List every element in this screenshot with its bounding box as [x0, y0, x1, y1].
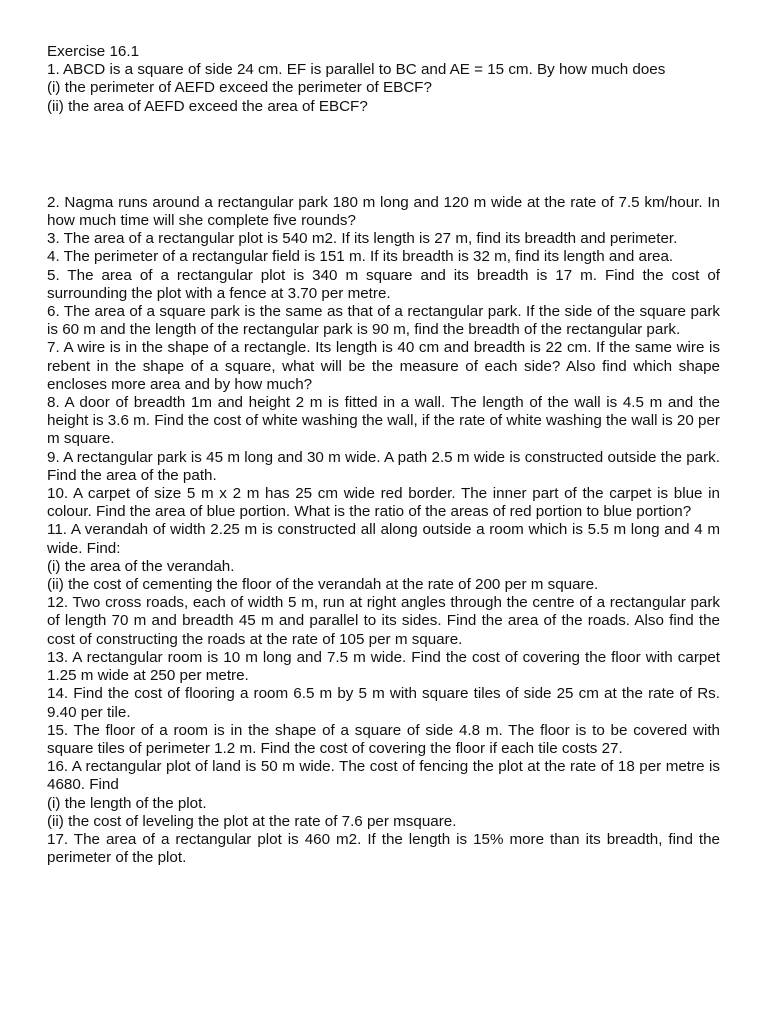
question-6: 6. The area of a square park is the same as that of a rectangular park. If the side of the square park is 60 m and the length of the rectangular park is 90 m, find the breadth of the rectangular park.	[47, 303, 720, 339]
question-13: 13. A rectangular room is 10 m long and 7.5 m wide. Find the cost of covering the floor with carpet 1.25 m wide at 250 per metre.	[47, 648, 720, 685]
question-16-part-ii: (ii) the cost of leveling the plot at the rate of 7.6 per msquare.	[47, 812, 457, 830]
question-5: 5. The area of a rectangular plot is 340 m square and its breadth is 17 m. Find the cost of surrounding the plot with a fence at 3.70 per metre.	[47, 266, 720, 302]
question-11-part-i: (i) the area of the verandah.	[47, 557, 235, 575]
question-1-part-ii: (ii) the area of AEFD exceed the area of EBCF?	[47, 97, 368, 115]
question-11: 11. A verandah of width 2.25 m is constructed all along outside a room which is 5.5 m long and 4 m wide. Find:	[47, 521, 720, 557]
question-14: 14. Find the cost of flooring a room 6.5 m by 5 m with square tiles of side 25 cm at the rate of Rs. 9.40 per tile.	[47, 685, 720, 721]
question-12: 12. Two cross roads, each of width 5 m, run at right angles through the centre of a rectangular park of length 70 m and breadth 45 m and parallel to its sides. Find the area of the roads. Also find the cost of constructing the roads at the rate of 105 per m square.	[47, 594, 720, 648]
question-8: 8. A door of breadth 1m and height 2 m is fitted in a wall. The length of the wall is 4.5 m and the height is 3.6 m. Find the cost of white washing the wall, if the rate of white washing the wall is 20 per m square.	[47, 394, 720, 448]
question-17: 17. The area of a rectangular plot is 460 m2. If the length is 15% more than its breadth, find the perimeter of the plot.	[47, 830, 720, 867]
question-16-part-i: (i) the length of the plot.	[47, 794, 207, 812]
question-1: 1. ABCD is a square of side 24 cm. EF is parallel to BC and AE = 15 cm. By how much does	[47, 61, 666, 79]
question-11-part-ii: (ii) the cost of cementing the floor of the verandah at the rate of 200 per m square.	[47, 576, 599, 594]
question-16: 16. A rectangular plot of land is 50 m wide. The cost of fencing the plot at the rate of 18 per metre is 4680. Find	[47, 758, 720, 794]
question-9: 9. A rectangular park is 45 m long and 30 m wide. A path 2.5 m wide is constructed outside the park. Find the area of the path.	[47, 448, 720, 484]
question-7: 7. A wire is in the shape of a rectangle. Its length is 40 cm and breadth is 22 cm. If the same wire is rebent in the shape of a square, what will be the measure of each side? Also find which shape encloses more area and by how much?	[47, 339, 720, 393]
question-4: 4. The perimeter of a rectangular field is 151 m. If its breadth is 32 m, find its length and area.	[47, 248, 674, 266]
figure-space	[47, 116, 720, 194]
document-page	[47, 43, 720, 867]
question-2: 2. Nagma runs around a rectangular park 180 m long and 120 m wide at the rate of 7.5 km/hour. In how much time will she complete five rounds?	[47, 193, 720, 230]
exercise-title: Exercise 16.1	[47, 43, 140, 60]
question-1-part-i: (i) the perimeter of AEFD exceed the perimeter of EBCF?	[47, 79, 432, 97]
question-10: 10. A carpet of size 5 m x 2 m has 25 cm wide red border. The inner part of the carpet is blue in colour. Find the area of blue portion. What is the ratio of the areas of red portion to blue portion?	[47, 485, 720, 521]
question-15: 15. The floor of a room is in the shape of a square of side 4.8 m. The floor is to be covered with square tiles of perimeter 1.2 m. Find the cost of covering the floor if each tile costs 27.	[47, 721, 720, 757]
question-3: 3. The area of a rectangular plot is 540 m2. If its length is 27 m, find its breadth and perimeter.	[47, 230, 678, 248]
